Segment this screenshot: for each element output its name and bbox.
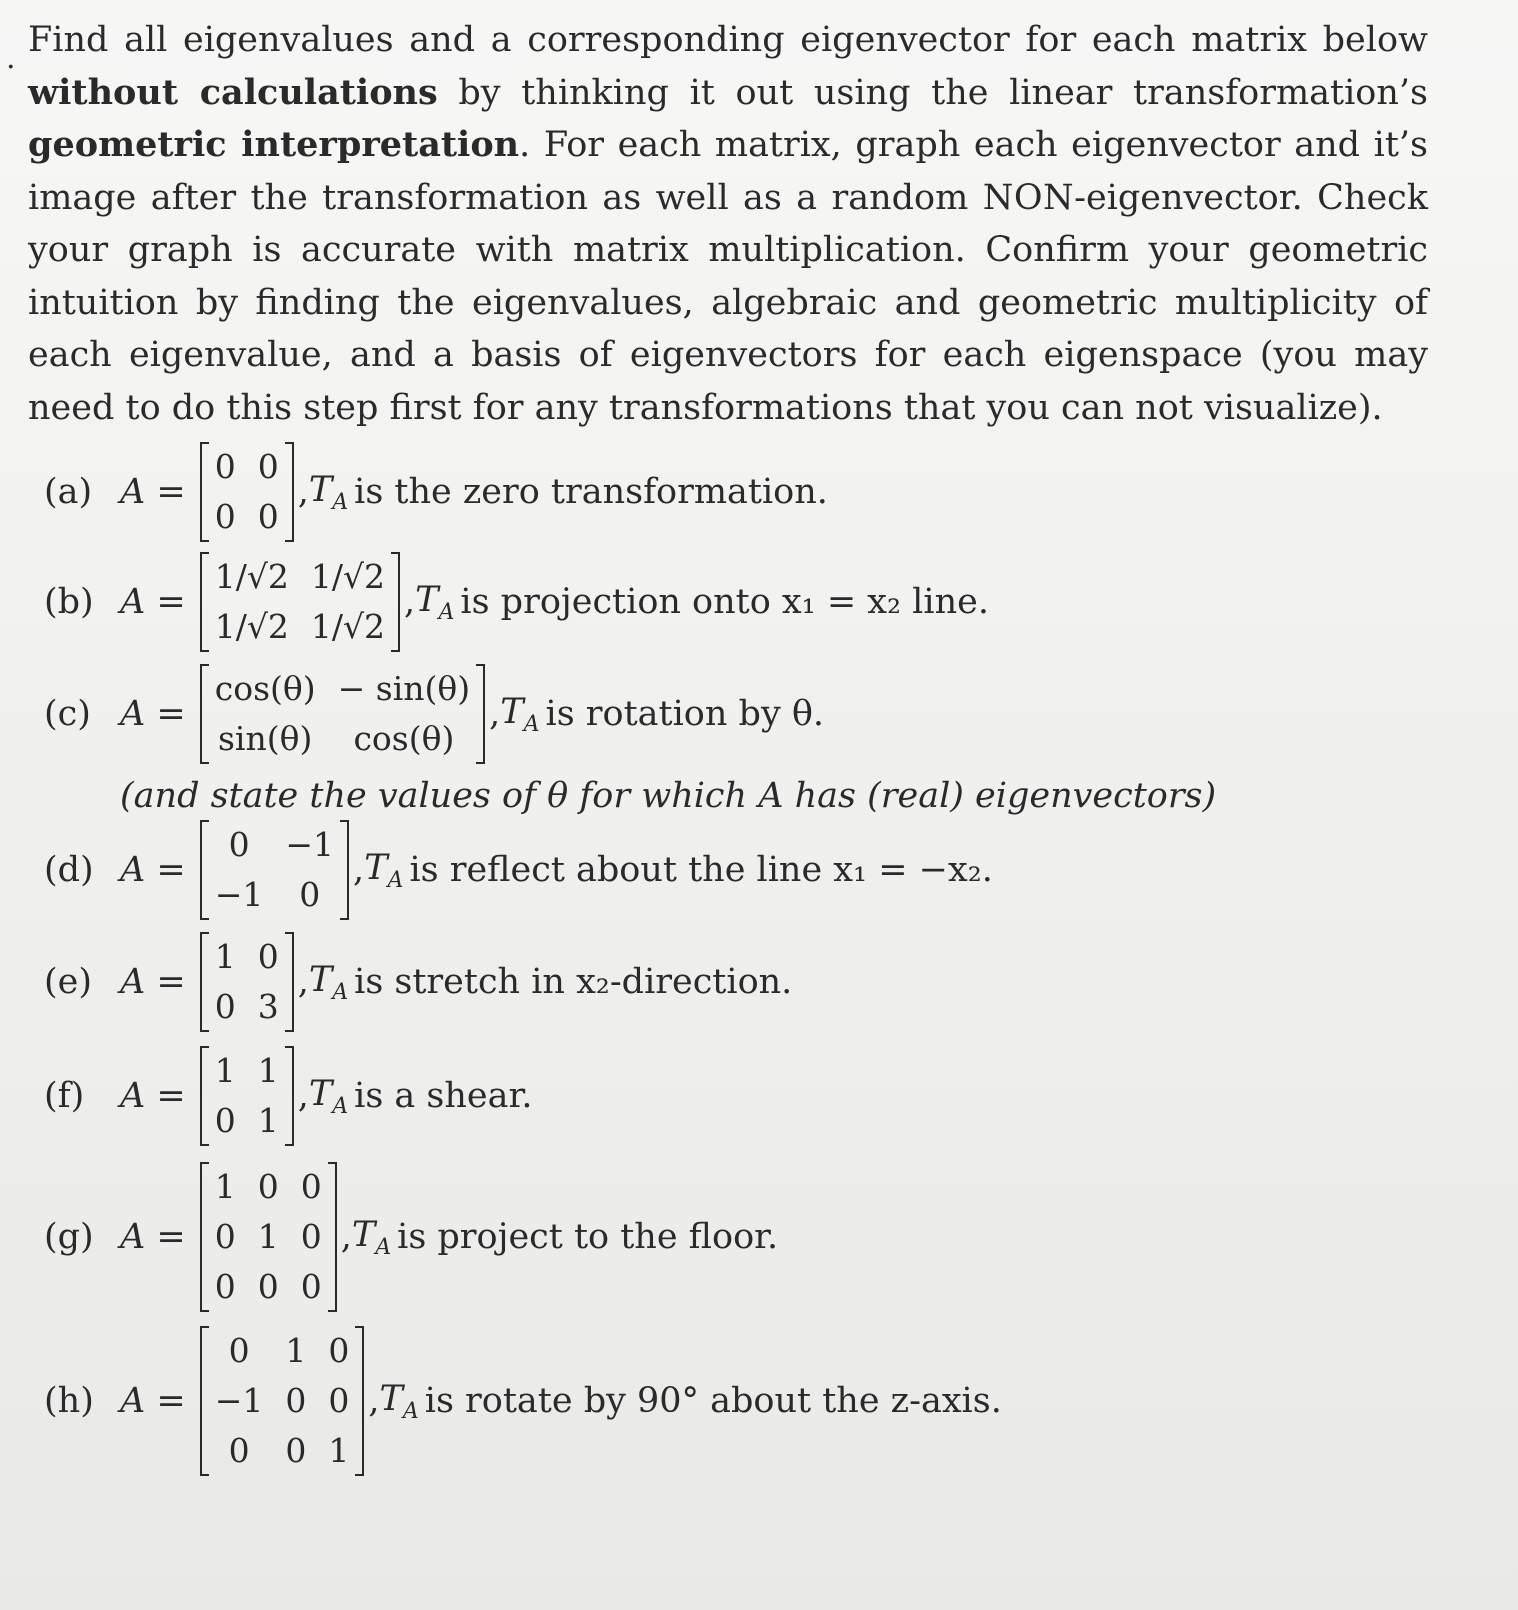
matrix-entry: 1: [285, 1331, 307, 1370]
matrix-entry: 3: [257, 987, 279, 1026]
matrix-entry: 0: [214, 1217, 236, 1256]
item-label: (a): [44, 472, 93, 512]
matrix-entry: 0: [228, 825, 250, 864]
transformation-subscript: A: [332, 1093, 349, 1119]
transformation-symbol: [309, 960, 348, 1005]
matrix-entry: 0: [285, 1431, 307, 1470]
matrix-entry: 0: [214, 447, 236, 486]
matrix-entry: 0: [299, 875, 321, 914]
matrix-entry: −1: [214, 875, 264, 914]
matrix-entry: 0: [257, 1167, 279, 1206]
matrix-entry: −1: [285, 825, 335, 864]
intro-text-2: by thinking it out using the linear transformation’s: [437, 72, 1428, 113]
right-bracket: [285, 442, 294, 542]
matrix-entry: 0: [228, 1431, 250, 1470]
matrix-entry: −1: [214, 1381, 264, 1420]
right-bracket: [355, 1326, 364, 1476]
matrix: [200, 932, 294, 1032]
item-a: [44, 442, 828, 542]
right-bracket: [476, 664, 485, 764]
item-g: [44, 1162, 778, 1312]
transformation-symbol: [352, 1215, 391, 1260]
transformation-subscript: A: [523, 711, 540, 737]
matrix-entry: − sin(θ): [337, 669, 471, 708]
transformation-base: T: [351, 1214, 376, 1255]
matrix-entry: 0: [257, 447, 279, 486]
transformation-description: is project to the floor.: [397, 1217, 779, 1257]
matrix: [200, 1162, 337, 1312]
matrix-entry: 0: [214, 1101, 236, 1140]
item-label: (e): [44, 962, 93, 1002]
left-bracket: [200, 1326, 209, 1476]
left-bracket: [200, 664, 209, 764]
transformation-description: is rotation by θ.: [545, 694, 825, 734]
matrix-entry: 1: [257, 1051, 279, 1090]
comma: ,: [404, 582, 416, 622]
transformation-subscript: A: [387, 867, 404, 893]
transformation-description: is reflect about the line x₁ = −x₂.: [409, 850, 993, 890]
item-label: (b): [44, 582, 94, 622]
left-bracket: [200, 932, 209, 1032]
left-bracket: [200, 552, 209, 652]
transformation-subscript: A: [375, 1234, 392, 1260]
left-bracket: [200, 442, 209, 542]
matrix-entry: 1: [214, 1051, 236, 1090]
right-bracket: [328, 1162, 337, 1312]
matrix-entry: 0: [300, 1267, 322, 1306]
matrix-lhs: A =: [120, 850, 186, 890]
right-bracket: [285, 932, 294, 1032]
right-bracket: [340, 820, 349, 920]
matrix-entry: 1/√2: [214, 557, 289, 596]
matrix-entry: 1/√2: [214, 607, 289, 646]
intro-text-1: Find all eigenvalues and a corresponding eigenvector for each matrix below: [28, 20, 1428, 60]
matrix-entry: sin(θ): [218, 719, 313, 758]
transformation-base: T: [415, 579, 439, 620]
matrix-entry: 0: [300, 1217, 322, 1256]
matrix-lhs: A =: [120, 472, 186, 512]
matrix-entry: 1: [214, 937, 236, 976]
transformation-symbol: [380, 1379, 419, 1424]
matrix-entry: 1/√2: [310, 557, 386, 596]
matrix-entry: 0: [257, 937, 279, 976]
transformation-subscript: A: [438, 599, 455, 625]
item-label: (d): [44, 850, 94, 890]
matrix-entry: 0: [214, 987, 236, 1026]
transformation-symbol: [309, 470, 348, 515]
right-bracket: [391, 552, 400, 652]
matrix-entry: 1: [214, 1167, 236, 1206]
transformation-base: T: [500, 691, 524, 732]
part-c-note: (and state the values of θ for which A has (real) eigenvectors): [120, 776, 1217, 816]
matrix: [200, 1326, 365, 1476]
matrix-entry: 0: [214, 1267, 236, 1306]
matrix-entry: 1: [328, 1431, 350, 1470]
matrix-lhs: A =: [120, 962, 186, 1002]
transformation-subscript: A: [402, 1398, 419, 1424]
transformation-symbol: [364, 848, 403, 893]
matrix-entry: 1: [257, 1217, 279, 1256]
left-bracket: [200, 1162, 209, 1312]
matrix-lhs: A =: [120, 582, 186, 622]
intro-bold-2: geometric interpretation: [28, 124, 520, 165]
transformation-description: is rotate by 90° about the z-axis.: [424, 1381, 1002, 1421]
transformation-base: T: [308, 959, 333, 1000]
matrix-entry: cos(θ): [214, 669, 316, 708]
right-bracket: [285, 1046, 294, 1146]
matrix-entry: 0: [285, 1381, 307, 1420]
item-b: [44, 552, 989, 652]
comma: ,: [353, 850, 365, 890]
item-label: (c): [44, 694, 91, 734]
matrix: [200, 552, 400, 652]
item-c: [44, 664, 824, 764]
item-h: [44, 1326, 1002, 1476]
matrix-lhs: A =: [120, 1381, 186, 1421]
left-bracket: [200, 1046, 209, 1146]
problem-statement: [28, 14, 1428, 434]
matrix-lhs: A =: [120, 1076, 186, 1116]
comma: ,: [368, 1381, 380, 1421]
item-d: [44, 820, 993, 920]
matrix-lhs: A =: [120, 694, 186, 734]
transformation-base: T: [379, 1378, 403, 1419]
problem-bullet: .: [6, 41, 16, 76]
transformation-base: T: [364, 847, 388, 888]
intro-smallcaps: NON: [982, 177, 1075, 218]
intro-text-3: . For each matrix, graph each eigenvector and it’s image after the transformation as well as a random: [28, 125, 1428, 218]
matrix: [200, 820, 349, 920]
intro-text-4: -eigenvector. Check your graph is accurate with matrix multiplication. Confirm your geometric intuition by finding the eigenvalues, algebraic and geometric multiplicity of each eigenvalue, and a basis of eigenvectors for each eigenspace (you may need to do this step first for any transformations that you can not visualize).: [28, 177, 1428, 428]
item-e: [44, 932, 792, 1032]
matrix-entry: 0: [228, 1331, 250, 1370]
matrix-entry: 0: [214, 497, 236, 536]
item-label: (f): [44, 1076, 85, 1116]
item-f: [44, 1046, 533, 1146]
transformation-symbol: [309, 1074, 348, 1119]
transformation-subscript: A: [332, 489, 349, 515]
matrix: [200, 442, 294, 542]
matrix-entry: 0: [257, 1267, 279, 1306]
matrix-lhs: A =: [120, 1217, 186, 1257]
matrix-entry: 0: [300, 1167, 322, 1206]
transformation-description: is the zero transformation.: [354, 472, 828, 512]
matrix-entry: cos(θ): [353, 719, 455, 758]
matrix: [200, 1046, 294, 1146]
transformation-base: T: [308, 1073, 333, 1114]
item-label: (h): [44, 1381, 94, 1421]
matrix-entry: 1: [257, 1101, 279, 1140]
comma: ,: [297, 962, 309, 1002]
transformation-description: is stretch in x₂-direction.: [354, 962, 793, 1002]
transformation-base: T: [308, 469, 333, 510]
comma: ,: [297, 1076, 309, 1116]
transformation-symbol: [500, 692, 539, 737]
transformation-description: is projection onto x₁ = x₂ line.: [460, 582, 989, 622]
transformation-symbol: [415, 580, 454, 625]
comma: ,: [489, 694, 501, 734]
transformation-subscript: A: [332, 979, 349, 1005]
left-bracket: [200, 820, 209, 920]
matrix-entry: 0: [257, 497, 279, 536]
comma: ,: [340, 1217, 352, 1257]
intro-bold-1: without calculations: [28, 71, 438, 113]
matrix-entry: 1/√2: [310, 607, 386, 646]
item-label: (g): [44, 1217, 94, 1257]
matrix-entry: 0: [328, 1331, 350, 1370]
matrix: [200, 664, 485, 764]
transformation-description: is a shear.: [354, 1076, 533, 1116]
comma: ,: [297, 472, 309, 512]
matrix-entry: 0: [328, 1381, 350, 1420]
